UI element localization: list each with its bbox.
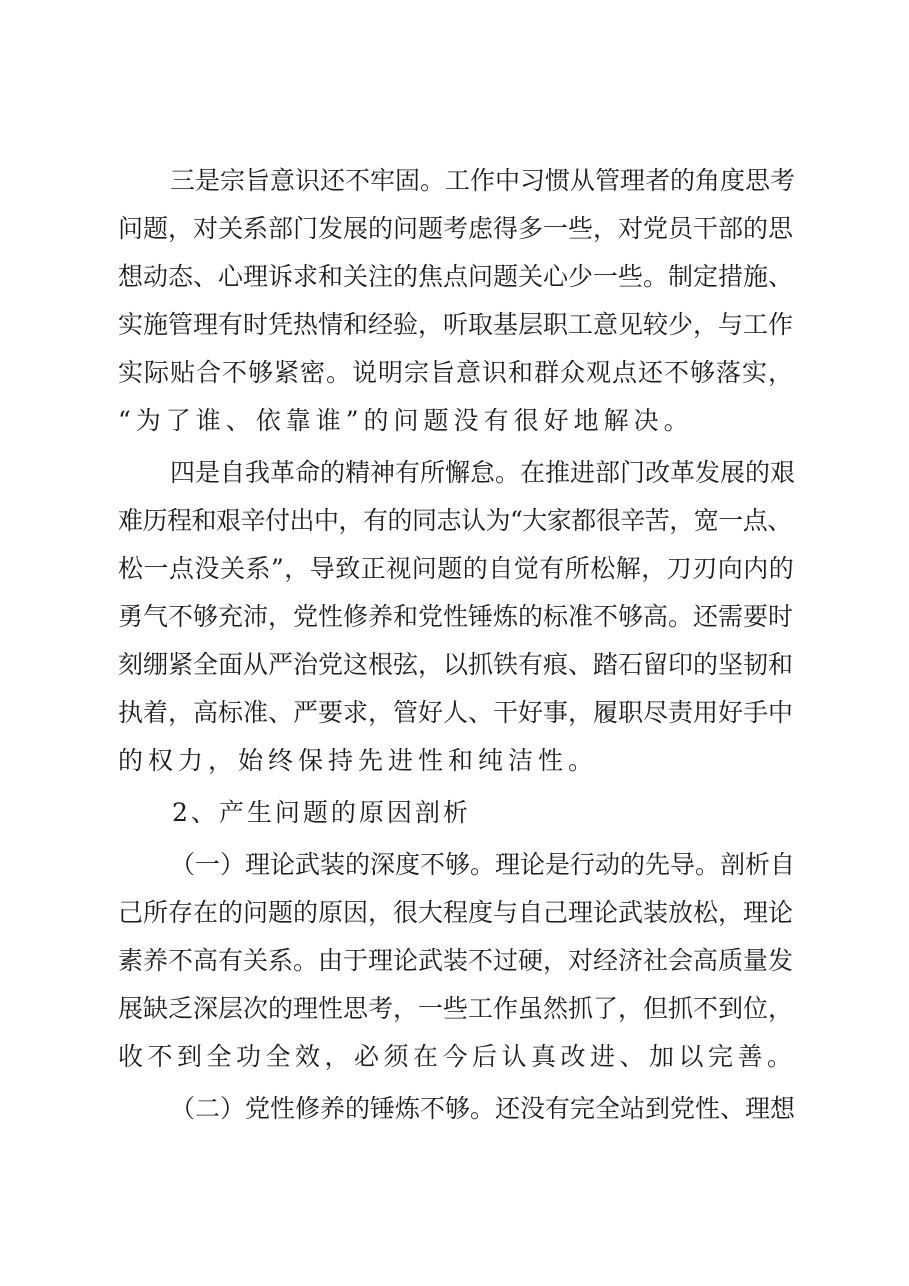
paragraph-line: 三是宗旨意识还不牢固。工作中习惯从管理者的角度思考 <box>170 166 796 195</box>
paragraph-line: 执着，高标准、严要求，管好人、干好事，履职尽责用好手中 <box>118 698 794 727</box>
paragraph-line: 问题，对关系部门发展的问题考虑得多一些，对党员干部的思 <box>118 214 794 243</box>
paragraph-line: 的权力，始终保持先进性和纯洁性。 <box>118 746 599 775</box>
paragraph-line: 展缺乏深层次的理性思考，一些工作虽然抓了，但抓不到位， <box>118 994 794 1023</box>
paragraph-line: “为了谁、依靠谁”的问题没有很好地解决。 <box>118 406 694 435</box>
paragraph-line: 刻绷紧全面从严治党这根弦，以抓铁有痕、踏石留印的坚韧和 <box>118 650 794 679</box>
paragraph-line: 勇气不够充沛，党性修养和党性锤炼的标准不够高。还需要时 <box>118 602 794 631</box>
paragraph-line: 四是自我革命的精神有所懈怠。在推进部门改革发展的艰 <box>170 458 796 487</box>
paragraph-line: 实施管理有时凭热情和经验，听取基层职工意见较少，与工作 <box>118 310 794 339</box>
paragraph-line: 素养不高有关系。由于理论武装不过硬，对经济社会高质量发 <box>118 946 794 975</box>
paragraph-line: 松一点没关系”，导致正视问题的自觉有所松解，刀刃向内的 <box>118 554 795 583</box>
paragraph-line: （一）理论武装的深度不够。理论是行动的先导。剖析自 <box>170 850 796 879</box>
paragraph-line: 难历程和艰辛付出中，有的同志认为“大家都很辛苦，宽一点、 <box>118 506 792 535</box>
paragraph-line: 想动态、心理诉求和关注的焦点问题关心少一些。制定措施、 <box>118 262 794 291</box>
paragraph-line: 己所存在的问题的原因，很大程度与自己理论武装放松，理论 <box>118 898 794 927</box>
paragraph-line: （二）党性修养的锤炼不够。还没有完全站到党性、理想 <box>170 1094 796 1123</box>
section-heading: 2、产生问题的原因剖析 <box>172 798 471 827</box>
paragraph-line: 实际贴合不够紧密。说明宗旨意识和群众观点还不够落实， <box>118 358 795 387</box>
paragraph-line: 收不到全功全效，必须在今后认真改进、加以完善。 <box>118 1042 797 1071</box>
